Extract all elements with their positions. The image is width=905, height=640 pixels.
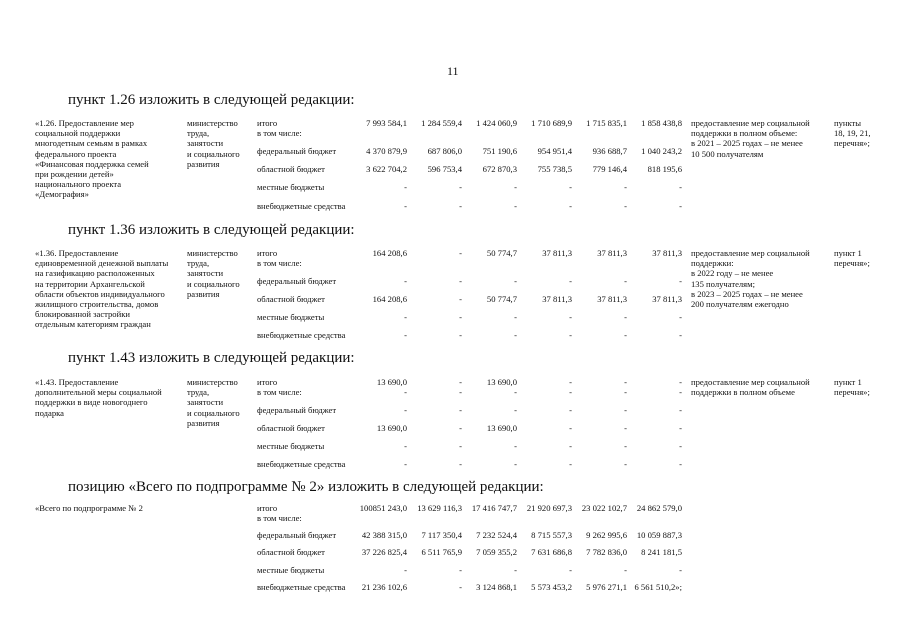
amount-cell: 21 236 102,6: [361, 582, 407, 592]
amount-cell: -: [679, 330, 682, 340]
amount-cell: -: [459, 248, 462, 258]
funding-source: областной бюджет: [257, 294, 325, 304]
amount-cell: -: [459, 582, 462, 592]
amount-cell: 8 241 181,5: [641, 547, 682, 557]
funding-source: в том числе:: [257, 513, 302, 523]
amount-cell: -: [624, 441, 627, 451]
amount-cell: -: [459, 459, 462, 469]
amount-cell: -: [459, 201, 462, 211]
amount-cell: 5 976 271,1: [586, 582, 627, 592]
amount-cell: -: [514, 387, 517, 397]
amount-cell: 37 811,3: [652, 294, 682, 304]
funding-source: федеральный бюджет: [257, 530, 337, 540]
amount-cell: -: [404, 276, 407, 286]
amount-cell: 7 232 524,4: [476, 530, 517, 540]
measure-name: «Всего по подпрограмме № 2: [35, 503, 143, 513]
amount-cell: -: [404, 441, 407, 451]
amount-cell: -: [624, 312, 627, 322]
amount-cell: -: [459, 387, 462, 397]
amount-cell: 37 811,3: [542, 248, 572, 258]
amount-cell: 13 690,0: [376, 423, 407, 433]
executor: министерство труда, занятости и социального развития: [187, 248, 240, 299]
amount-cell: 1 424 060,9: [476, 118, 517, 128]
funding-source: внебюджетные средства: [257, 330, 346, 340]
amount-cell: -: [679, 276, 682, 286]
amount-cell: 37 226 825,4: [361, 547, 407, 557]
amount-cell: -: [404, 201, 407, 211]
amount-cell: -: [404, 387, 407, 397]
amount-cell: -: [679, 201, 682, 211]
amount-cell: -: [624, 377, 627, 387]
amount-cell: -: [514, 182, 517, 192]
amount-cell: -: [624, 459, 627, 469]
funding-source: в том числе:: [257, 387, 302, 397]
measure-name: «1.43. Предоставление дополнительной меры социальной поддержки в виде новогоднего подарка: [35, 377, 162, 418]
amount-cell: -: [514, 459, 517, 469]
funding-source: внебюджетные средства: [257, 582, 346, 592]
amount-cell: 23 022 102,7: [581, 503, 627, 513]
amount-cell: 6 511 765,9: [421, 547, 462, 557]
amount-cell: -: [679, 312, 682, 322]
amount-cell: -: [514, 405, 517, 415]
amount-cell: 17 416 747,7: [471, 503, 517, 513]
amount-cell: -: [679, 565, 682, 575]
executor: министерство труда, занятости и социального развития: [187, 377, 240, 428]
amount-cell: -: [404, 312, 407, 322]
amount-cell: -: [514, 276, 517, 286]
amount-cell: -: [569, 459, 572, 469]
funding-source: в том числе:: [257, 258, 302, 268]
amount-cell: -: [404, 405, 407, 415]
amount-cell: -: [569, 405, 572, 415]
amount-cell: -: [569, 387, 572, 397]
amount-cell: -: [679, 441, 682, 451]
amount-cell: 4 370 879,9: [366, 146, 407, 156]
amount-cell: 1 858 438,8: [641, 118, 682, 128]
amount-cell: 24 862 579,0: [636, 503, 682, 513]
funding-source: итого: [257, 118, 278, 128]
amount-cell: -: [459, 441, 462, 451]
funding-source: внебюджетные средства: [257, 201, 346, 211]
amount-cell: -: [624, 423, 627, 433]
funding-source: областной бюджет: [257, 164, 325, 174]
amount-cell: -: [624, 201, 627, 211]
amount-cell: -: [624, 330, 627, 340]
section-heading: позицию «Всего по подпрограмме № 2» изложить в следующей редакции:: [68, 479, 544, 495]
amount-cell: 13 690,0: [376, 377, 407, 387]
amount-cell: 7 782 836,0: [586, 547, 627, 557]
executor: министерство труда, занятости и социального развития: [187, 118, 240, 169]
amount-cell: -: [404, 330, 407, 340]
amount-cell: -: [624, 565, 627, 575]
funding-source: итого: [257, 248, 278, 258]
amount-cell: 818 195,6: [647, 164, 682, 174]
amount-cell: 164 208,6: [372, 294, 407, 304]
funding-source: местные бюджеты: [257, 441, 325, 451]
amount-cell: 13 690,0: [486, 377, 517, 387]
section-heading: пункт 1.26 изложить в следующей редакции:: [68, 92, 355, 108]
amount-cell: 7 117 350,4: [421, 530, 462, 540]
funding-source: итого: [257, 503, 278, 513]
amount-cell: 779 146,4: [592, 164, 627, 174]
amount-cell: 10 059 887,3: [636, 530, 682, 540]
amount-cell: -: [514, 312, 517, 322]
amount-cell: 954 951,4: [537, 146, 572, 156]
amount-cell: 936 688,7: [592, 146, 627, 156]
amount-cell: -: [459, 312, 462, 322]
amount-cell: -: [569, 201, 572, 211]
funding-source: местные бюджеты: [257, 565, 325, 575]
amount-cell: 13 629 116,3: [417, 503, 462, 513]
amount-cell: 5 573 453,2: [531, 582, 572, 592]
funding-source: федеральный бюджет: [257, 146, 337, 156]
amount-cell: -: [459, 423, 462, 433]
amount-cell: -: [624, 182, 627, 192]
amount-cell: 7 059 355,2: [476, 547, 517, 557]
funding-source: в том числе:: [257, 128, 302, 138]
amount-cell: 13 690,0: [486, 423, 517, 433]
plan-reference: пункт 1 перечня»;: [834, 377, 870, 398]
amount-cell: -: [514, 565, 517, 575]
amount-cell: -: [459, 182, 462, 192]
amount-cell: 37 811,3: [542, 294, 572, 304]
amount-cell: 100851 243,0: [359, 503, 407, 513]
amount-cell: 751 190,6: [482, 146, 517, 156]
amount-cell: 6 561 510,2»;: [634, 582, 682, 592]
amount-cell: 37 811,3: [597, 248, 627, 258]
amount-cell: -: [569, 330, 572, 340]
amount-cell: 50 774,7: [486, 248, 517, 258]
amount-cell: -: [514, 441, 517, 451]
measure-name: «1.36. Предоставление единовременной денежной выплаты на газификацию расположенных на территории Архангельской области объектов индивидуального жилищного строительства, домов блокированной застройки отдельным категориям граждан: [35, 248, 169, 330]
page-number: 11: [447, 64, 459, 78]
amount-cell: 1 040 243,2: [641, 146, 682, 156]
amount-cell: 672 870,3: [482, 164, 517, 174]
funding-source: областной бюджет: [257, 423, 325, 433]
amount-cell: 37 811,3: [652, 248, 682, 258]
amount-cell: -: [404, 459, 407, 469]
amount-cell: 37 811,3: [597, 294, 627, 304]
funding-source: областной бюджет: [257, 547, 325, 557]
funding-source: федеральный бюджет: [257, 405, 337, 415]
amount-cell: -: [459, 565, 462, 575]
amount-cell: -: [569, 377, 572, 387]
amount-cell: 596 753,4: [427, 164, 462, 174]
amount-cell: -: [459, 377, 462, 387]
amount-cell: -: [459, 276, 462, 286]
amount-cell: -: [459, 294, 462, 304]
funding-source: местные бюджеты: [257, 182, 325, 192]
plan-reference: пункты 18, 19, 21, перечня»;: [834, 118, 871, 149]
amount-cell: -: [679, 387, 682, 397]
funding-source: итого: [257, 377, 278, 387]
amount-cell: -: [569, 565, 572, 575]
expected-result: предоставление мер социальной поддержки в полном объеме: в 2021 – 2025 годах – не менее 10 500 получателям: [691, 118, 810, 159]
amount-cell: 1 284 559,4: [421, 118, 462, 128]
amount-cell: 7 631 686,8: [531, 547, 572, 557]
amount-cell: -: [459, 405, 462, 415]
amount-cell: -: [679, 182, 682, 192]
amount-cell: -: [624, 276, 627, 286]
amount-cell: 687 806,0: [427, 146, 462, 156]
amount-cell: 1 715 835,1: [586, 118, 627, 128]
funding-source: федеральный бюджет: [257, 276, 337, 286]
amount-cell: -: [404, 565, 407, 575]
amount-cell: 164 208,6: [372, 248, 407, 258]
funding-source: местные бюджеты: [257, 312, 325, 322]
amount-cell: -: [679, 405, 682, 415]
amount-cell: 3 622 704,2: [366, 164, 407, 174]
amount-cell: -: [569, 182, 572, 192]
amount-cell: 755 738,5: [537, 164, 572, 174]
amount-cell: -: [569, 312, 572, 322]
amount-cell: -: [679, 423, 682, 433]
measure-name: «1.26. Предоставление мер социальной поддержки многодетным семьям в рамках федерального проекта «Финансовая поддержка семей при рождении детей» национального проекта «Демография»: [35, 118, 149, 200]
amount-cell: -: [569, 441, 572, 451]
amount-cell: -: [679, 377, 682, 387]
plan-reference: пункт 1 перечня»;: [834, 248, 870, 269]
expected-result: предоставление мер социальной поддержки в полном объеме: [691, 377, 810, 398]
expected-result: предоставление мер социальной поддержки: в 2022 году – не менее 135 получателям; в 2023 – 2025 годах – не менее 200 получателям ежегодно: [691, 248, 810, 310]
amount-cell: 1 710 689,9: [531, 118, 572, 128]
section-heading: пункт 1.36 изложить в следующей редакции:: [68, 222, 355, 238]
amount-cell: -: [514, 330, 517, 340]
amount-cell: -: [404, 182, 407, 192]
amount-cell: 9 262 995,6: [586, 530, 627, 540]
amount-cell: 8 715 557,3: [531, 530, 572, 540]
amount-cell: -: [569, 276, 572, 286]
amount-cell: -: [514, 201, 517, 211]
amount-cell: -: [569, 423, 572, 433]
amount-cell: 21 920 697,3: [526, 503, 572, 513]
amount-cell: -: [624, 405, 627, 415]
funding-source: внебюджетные средства: [257, 459, 346, 469]
amount-cell: 7 993 584,1: [366, 118, 407, 128]
section-heading: пункт 1.43 изложить в следующей редакции:: [68, 350, 355, 366]
amount-cell: -: [624, 387, 627, 397]
amount-cell: -: [679, 459, 682, 469]
amount-cell: -: [459, 330, 462, 340]
amount-cell: 50 774,7: [486, 294, 517, 304]
amount-cell: 3 124 868,1: [476, 582, 517, 592]
amount-cell: 42 388 315,0: [361, 530, 407, 540]
